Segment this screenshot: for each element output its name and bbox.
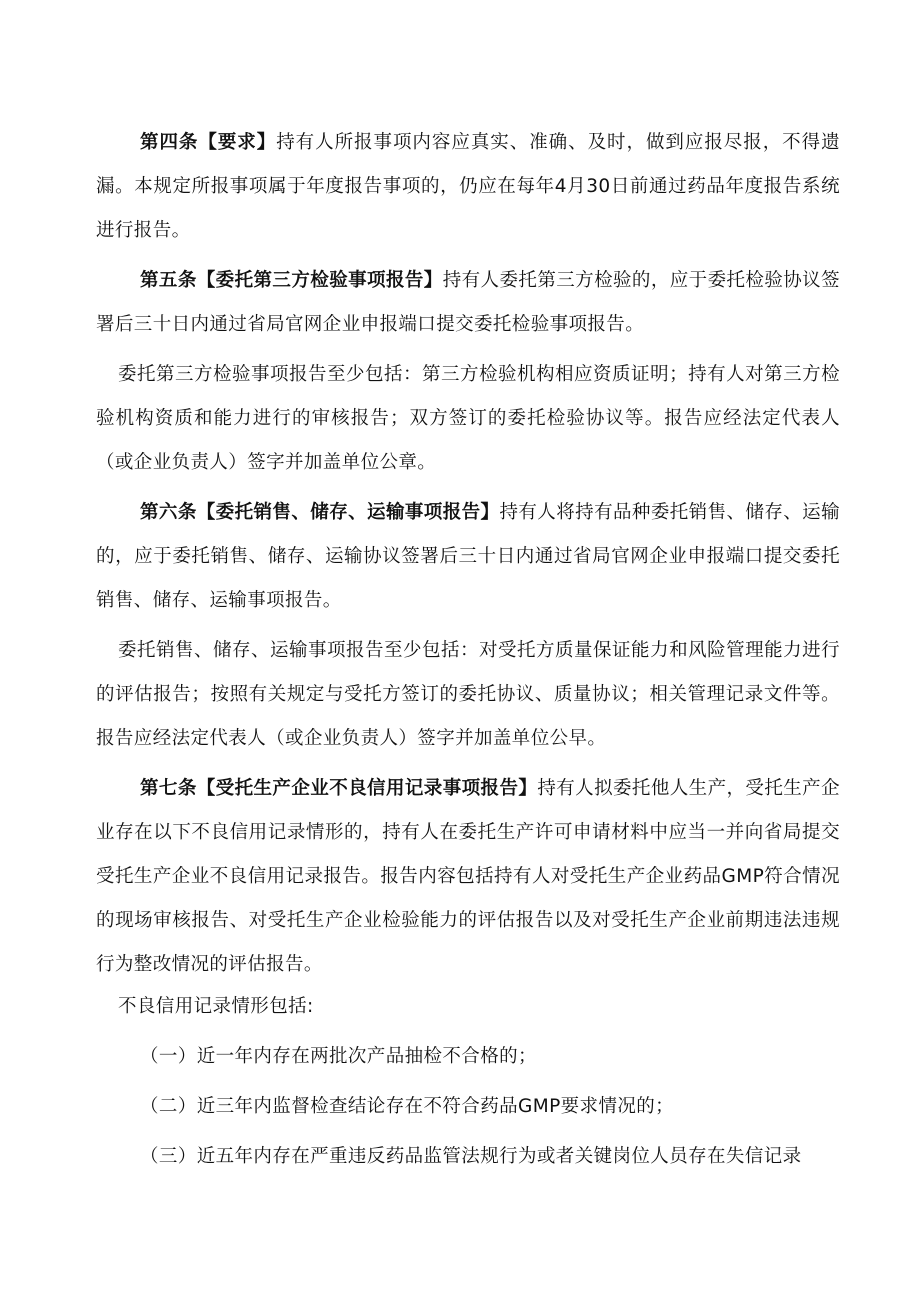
article-6-body: 持有人将持有品种委托销售、储存、运输的，应于委托销售、储存、运输协议签署后三十日内通过省局官网企业申报端口提交委托销售、储存、运输事项报告。 xyxy=(96,502,840,611)
list-intro: 不良信用记录情形包括: xyxy=(118,996,314,1017)
article-6-heading: 第六条【委托销售、储存、运输事项报告】 xyxy=(140,502,500,523)
article-5-paragraph-2 xyxy=(96,353,840,485)
article-4-body: 持有人所报事项内容应真实、准确、及时，做到应报尽报，不得遗漏。本规定所报事项属于年度报告事项的，仍应在每年4月30日前通过药品年度报告系统进行报告。 xyxy=(96,132,840,241)
document-body xyxy=(96,121,840,1179)
article-5-body: 持有人委托第三方检验的，应于委托检验协议签署后三十日内通过省局官网企业申报端口提交委托检验事项报告。 xyxy=(96,270,841,335)
article-6-paragraph-2-body: 委托销售、储存、运输事项报告至少包括：对受托方质量保证能力和风险管理能力进行的评估报告；按照有关规定与受托方签订的委托协议、质量协议；相关管理记录文件等。报告应经法定代表人（或企业负责人）签字并加盖单位公早。 xyxy=(96,640,840,749)
article-7 xyxy=(96,767,840,987)
article-4 xyxy=(96,121,840,253)
article-7-heading: 第七条【受托生产企业不良信用记录事项报告】 xyxy=(140,778,538,799)
article-6 xyxy=(96,491,840,623)
article-5-paragraph-2-body: 委托第三方检验事项报告至少包括：第三方检验机构相应资质证明；持有人对第三方检验机构资质和能力进行的审核报告；双方签订的委托检验协议等。报告应经法定代表人（或企业负责人）签字并加盖单位公章。 xyxy=(96,364,840,473)
list-item-3: （三）近五年内存在严重违反药品监管法规行为或者关键岗位人员存在失信记录 xyxy=(140,1146,802,1167)
article-4-heading: 第四条【要求】 xyxy=(140,132,277,153)
article-6-paragraph-2 xyxy=(96,629,840,761)
list-item-2: （二）近三年内监督检查结论存在不符合药品GMP要求情况的； xyxy=(140,1096,675,1117)
article-7-body: 持有人拟委托他人生产，受托生产企业存在以下不良信用记录情形的，持有人在委托生产许可申请材料中应当一并向省局提交受托生产企业不良信用记录报告。报告内容包括持有人对受托生产企业药品GMP符合情况的现场审核报告、对受托生产企业检验能力的评估报告以及对受托生产企业前期违法违规行为整改情况的评估报告。 xyxy=(96,778,841,975)
list-item-1: （一）近一年内存在两批次产品抽检不合格的； xyxy=(140,1046,537,1067)
article-5-heading: 第五条【委托第三方检验事项报告】 xyxy=(140,270,443,291)
article-5 xyxy=(96,259,840,347)
